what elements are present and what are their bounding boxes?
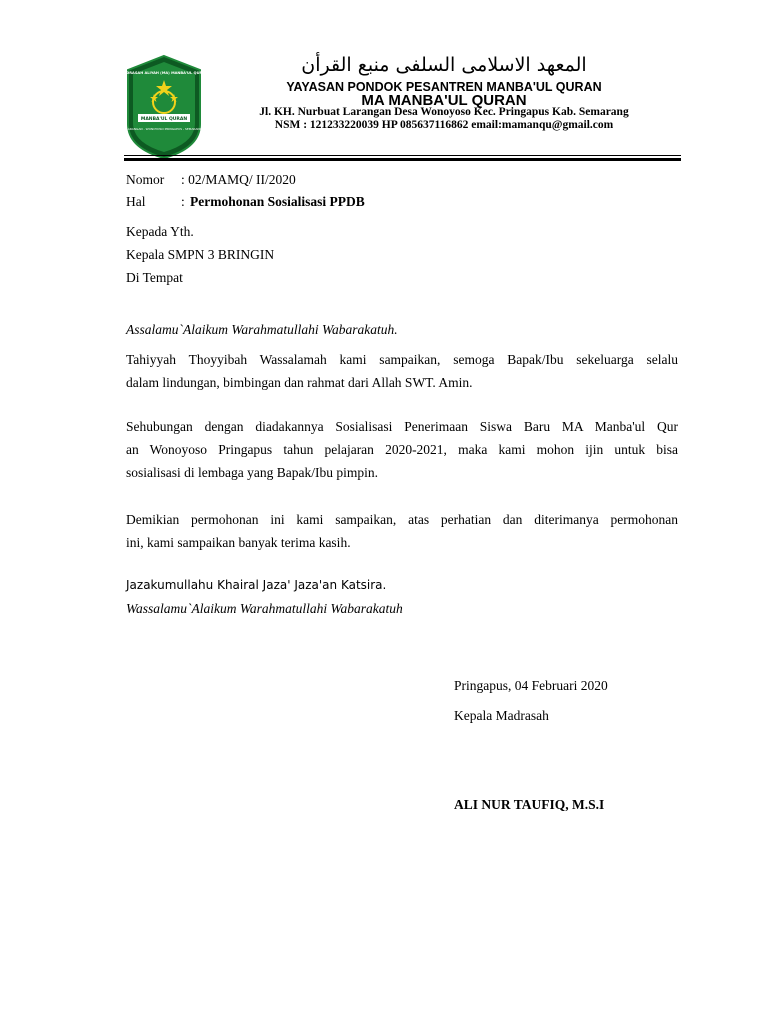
signatory-title: Kepala Madrasah (454, 708, 549, 723)
paragraph-2-line-2: an Wonoyoso Pringapus tahun pelajaran 2020-2021, maka kami mohon ijin untuk bisa (126, 442, 678, 457)
paragraph-3-line-1: Demikian permohonan ini kami sampaikan, atas perhatian dan diterimanya permohonan (126, 512, 678, 527)
place-date: Pringapus, 04 Februari 2020 (454, 678, 608, 693)
paragraph-3-line-2: ini, kami sampaikan banyak terima kasih. (126, 535, 351, 550)
recipient-line-3: Di Tempat (126, 270, 183, 285)
header-rule-thin (124, 155, 681, 156)
school-address: Jl. KH. Nurbuat Larangan Desa Wonoyoso Kec. Pringapus Kab. Semarang (259, 106, 629, 118)
paragraph-1-line-1: Tahiyyah Thoyyibah Wassalamah kami sampaikan, semoga Bapak/Ibu sekeluarga selalu (126, 352, 678, 367)
nomor-label: Nomor (126, 172, 165, 187)
greeting: Assalamu`Alaikum Warahmatullahi Wabarakatuh. (126, 322, 398, 337)
recipient-line-2: Kepala SMPN 3 BRINGIN (126, 247, 275, 262)
school-logo (124, 54, 204, 160)
school-name: MA MANBA'UL QURAN (361, 92, 527, 109)
recipient-line-1: Kepada Yth. (126, 224, 194, 239)
hal-colon: : (181, 194, 185, 209)
hal-label: Hal (126, 194, 146, 209)
header-rule-thick (124, 158, 681, 161)
logo-banner: MANBA'UL QURAN (140, 117, 188, 122)
paragraph-2-line-1: Sehubungan dengan diadakannya Sosialisasi Penerimaan Siswa Baru MA Manba'ul Qur (126, 419, 678, 434)
closing-line-1: Jazakumullahu Khairal Jaza' Jaza'an Katsira. (126, 578, 387, 592)
logo-top-text: MADRASAH ALIYAH (MA) MANBA'UL QURAN (124, 71, 204, 75)
paragraph-1-line-2: dalam lindungan, bimbingan dan rahmat dari Allah SWT. Amin. (126, 375, 473, 390)
closing-line-2: Wassalamu`Alaikum Warahmatullahi Wabarakatuh (126, 601, 403, 616)
hal-value: Permohonan Sosialisasi PPDB (190, 194, 365, 209)
signatory-name: ALI NUR TAUFIQ, M.S.I (454, 797, 605, 812)
foundation-name: YAYASAN PONDOK PESANTREN MANBA'UL QURAN (286, 80, 602, 94)
arabic-heading: المعهد الاسلامى السلفى منبع القرأن (301, 54, 587, 76)
school-contact: NSM : 121233220039 HP 085637116862 email:mamanqu@gmail.com (274, 119, 614, 131)
paragraph-2-line-3: sosialisasi di lembaga yang Bapak/Ibu pimpin. (126, 465, 378, 480)
logo-bottom-text: LARANGAN - WONOYOSO PRINGAPUS - SEMARANG (125, 127, 203, 131)
nomor-value: : 02/MAMQ/ II/2020 (181, 172, 296, 187)
